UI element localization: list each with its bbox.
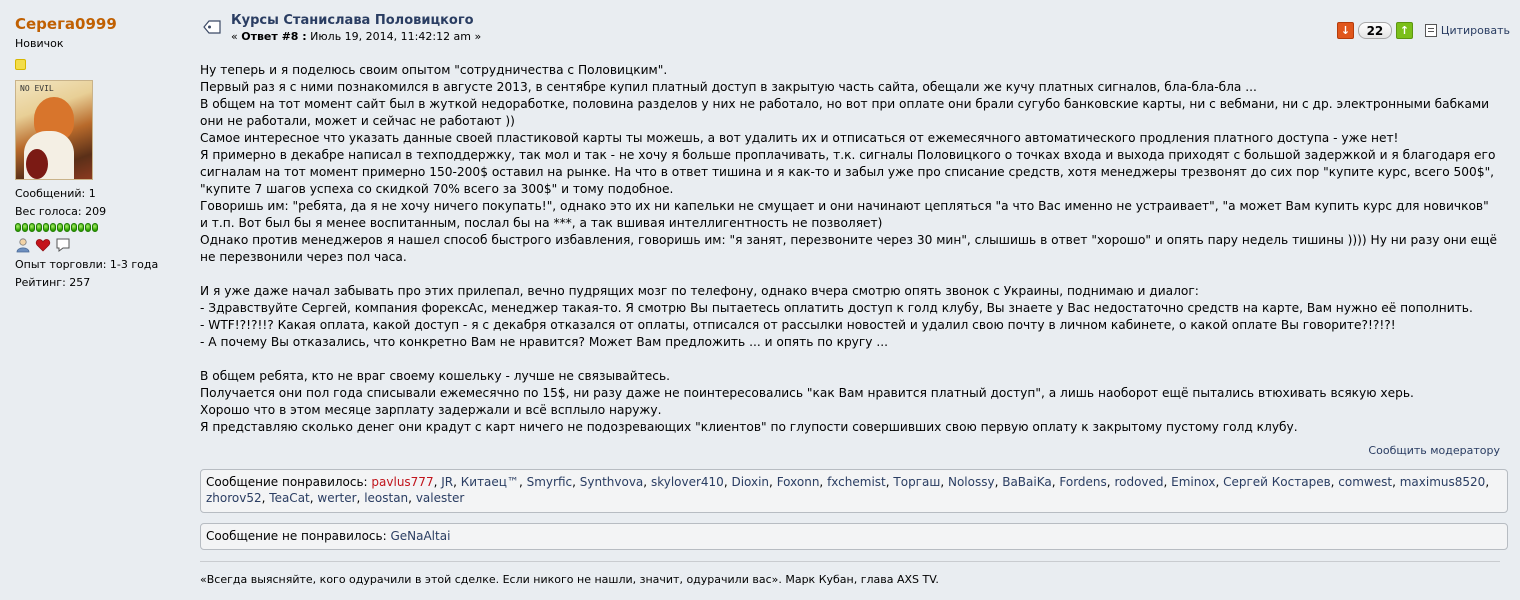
likes-label: Сообщение понравилось: <box>206 475 372 489</box>
post-paragraph: И я уже даже начал забывать про этих прилепал, вечно пудрящих мозг по телефону, однако вчера смотрю опять звонок с Украины, поднимаю и диалог: <box>200 284 1199 298</box>
poster-rank: Новичок <box>15 37 64 50</box>
karma-level-bar <box>15 223 190 232</box>
paragraph-gap <box>200 266 1500 283</box>
poster-actions <box>15 237 190 253</box>
user-separator: , <box>356 491 365 505</box>
user-link[interactable]: comwest <box>1338 475 1393 489</box>
user-separator: , <box>819 475 828 489</box>
user-separator: , <box>433 475 442 489</box>
poster-trade-experience: Опыт торговли: 1-3 года <box>15 258 159 271</box>
user-link[interactable]: valester <box>415 491 465 505</box>
user-separator: , <box>518 475 527 489</box>
user-link[interactable]: Сергей Костарев <box>1223 475 1331 489</box>
karma-dot <box>36 223 42 232</box>
dislikes-list <box>390 529 450 543</box>
post-header <box>200 12 1510 46</box>
quote-icon <box>1425 24 1437 37</box>
quote-label: Цитировать <box>1440 24 1510 37</box>
poster-post-count: Сообщений: 1 <box>15 187 96 200</box>
karma-dot <box>15 223 21 232</box>
user-separator: , <box>572 475 580 489</box>
user-link[interactable]: Dioxin <box>731 475 770 489</box>
user-link[interactable]: Synthvova <box>579 475 644 489</box>
user-separator: , <box>453 475 461 489</box>
user-separator: , <box>643 475 651 489</box>
post-paragraph: Я примерно в декабре написал в техподдержку, так мол и так - не хочу я больше проплачивать, т.к. сигналы Половицкого о точках входа и выхода приходят с большой задержкой и я благодаря его сигналам на тот момент примерно 150-200$ оставил на рынке. На что в ответ тишина и я как-то и забыл уже про списание средств, хотя менеджеры трезвонят до сих пор "купите курс, всего 500$", "купите 7 шагов успеха со скидкой 70% всего за 300$" и тому подобное. <box>200 148 1496 196</box>
karma-box <box>1337 22 1510 39</box>
karma-dot <box>43 223 49 232</box>
post-paragraph: Первый раз я с ними познакомился в августе 2013, в сентябре купил платный доступ в закрытую часть сайта, обещали же кучу платных сигналов, бла-бла-бла ... <box>200 80 1257 94</box>
post-paragraph: Хорошо что в этом месяце зарплату задержали и всё всплыло наружу. <box>200 403 662 417</box>
user-separator: , <box>309 491 318 505</box>
user-link[interactable]: fxchemist <box>827 475 886 489</box>
user-link[interactable]: leostan <box>364 491 409 505</box>
user-link[interactable]: TeaCat <box>269 491 310 505</box>
user-link[interactable]: Торгаш <box>893 475 941 489</box>
user-link[interactable]: Smyrfic <box>526 475 573 489</box>
user-link[interactable]: maximus8520 <box>1399 475 1486 489</box>
user-separator: , <box>723 475 732 489</box>
user-separator: , <box>1330 475 1339 489</box>
user-link[interactable]: Nolossy <box>947 475 995 489</box>
karma-dot <box>57 223 63 232</box>
user-link[interactable]: skylover410 <box>650 475 724 489</box>
post-paragraph: Говоришь им: "ребята, да я не хочу ничего покупать!", однако это их ни капельки не смущает и они начинают цепляться "а что Вас именно не устраивает", "а может Вам купить курс для новичков" и т.п. Вот был бы я менее воспитанным, послал бы на ***, а так вшивая интеллигентность не позволяет) <box>200 199 1489 230</box>
post-paragraph: В общем на тот момент сайт был в жуткой недоработке, половина разделов у них не работало, но вот при оплате они брали сугубо банковские карты, ни с вебмани, ни с др. электронными бабками они не работали, может и сейчас не работают )) <box>200 97 1490 128</box>
poster-name-link[interactable]: Серега0999 <box>15 15 117 33</box>
likes-box <box>200 469 1508 513</box>
karma-dot <box>71 223 77 232</box>
user-link[interactable]: Eminox <box>1171 475 1216 489</box>
signature: «Всегда выясняйте, кого одурачили в этой сделке. Если никого не нашли, значит, одурачили вас». Марк Кубан, глава AXS TV. <box>200 573 939 586</box>
poster-rating: Рейтинг: 257 <box>15 276 91 289</box>
post-paragraph: Я представляю сколько денег они крадут с карт ничего не подозревающих "клиентов" по глупости совершивших свою первую оплату к закрытому пустому голд клубу. <box>200 420 1298 434</box>
post-paragraph: - Здравствуйте Сергей, компания форексАс, менеджер такая-то. Я смотрю Вы пытаетесь оплатить доступ к голд клубу, Вы знаете у Вас недостаточно средств на карте, Вам нужно её пополнить. <box>200 301 1473 315</box>
avatar-guitar <box>26 149 48 179</box>
likes-list <box>206 475 1489 505</box>
user-separator: , <box>1392 475 1400 489</box>
user-link[interactable]: JR <box>441 475 454 489</box>
user-link[interactable]: Foxonn <box>776 475 820 489</box>
user-separator: , <box>1106 475 1115 489</box>
reply-number[interactable]: Ответ #8 : <box>241 30 307 43</box>
user-separator: , <box>1215 475 1224 489</box>
user-separator: , <box>1051 475 1060 489</box>
post-date: Июль 19, 2014, 11:42:12 am » <box>306 30 482 43</box>
vote-down-button[interactable]: ↓ <box>1337 22 1354 39</box>
karma-dot <box>92 223 98 232</box>
post-paragraph: В общем ребята, кто не враг своему кошельку - лучше не связывайтесь. <box>200 369 671 383</box>
user-separator: , <box>940 475 948 489</box>
post-paragraph: Однако против менеджеров я нашел способ быстрого избавления, говоришь им: "я занят, перезвоните через 30 мин", слышишь в ответ "хорошо" и опять пару недель тишины )))) Ну ни разу они ещё не перезвонили через пол часа. <box>200 233 1498 264</box>
user-link[interactable]: Китаец™ <box>460 475 519 489</box>
user-link[interactable]: rodoved <box>1114 475 1164 489</box>
post-meta-prefix: « <box>231 30 242 43</box>
user-separator: , <box>885 475 894 489</box>
karma-dot <box>22 223 28 232</box>
karma-dot <box>50 223 56 232</box>
poster-vote-weight: Вес голоса: 209 <box>15 205 107 218</box>
paragraph-gap <box>200 351 1500 368</box>
rank-star-icon <box>15 59 26 70</box>
report-to-moderator-link[interactable]: Сообщить модератору <box>1368 444 1500 457</box>
karma-dot <box>85 223 91 232</box>
user-link[interactable]: Fordens <box>1059 475 1107 489</box>
karma-dot <box>29 223 35 232</box>
karma-score: 22 <box>1358 22 1392 39</box>
post-xx-icon <box>203 20 221 34</box>
dislikes-label: Сообщение не понравилось: <box>206 529 391 543</box>
user-separator: , <box>1163 475 1172 489</box>
post-paragraph: Ну теперь и я поделюсь своим опытом "сотрудничества с Половицким". <box>200 63 668 77</box>
avatar <box>15 80 93 180</box>
poster-info <box>0 0 190 600</box>
post-paragraph: - А почему Вы отказались, что конкретно Вам не нравится? Может Вам предложить ... и опять по кругу ... <box>200 335 888 349</box>
dislikes-box <box>200 523 1508 550</box>
signature-divider <box>200 561 1500 562</box>
user-separator: , <box>261 491 270 505</box>
user-link[interactable]: werter <box>317 491 357 505</box>
post-paragraph: Получается они пол года списывали ежемесячно по 15$, ни разу даже не поинтересовались "как Вам нравится платный доступ", а лишь наоборот ещё пытались втюхивать всякую херь. <box>200 386 1414 400</box>
post-meta <box>231 30 481 43</box>
karma-dot <box>64 223 70 232</box>
karma-dot <box>78 223 84 232</box>
user-link[interactable]: GeNaAltai <box>390 529 451 543</box>
user-link[interactable]: pavlus777 <box>371 475 434 489</box>
vote-up-button[interactable]: ↑ <box>1396 22 1413 39</box>
heart-icon[interactable] <box>35 237 51 253</box>
post-body <box>200 62 1500 436</box>
user-separator: , <box>994 475 1003 489</box>
user-link[interactable]: zhorov52 <box>206 491 262 505</box>
post-paragraph: - WTF!?!?!!? Какая оплата, какой доступ - я с декабря отказался от оплаты, отписался от рассылки новостей и удалил свою почту в личном кабинете, о какой оплате Вы говорите?!?!?! <box>200 318 1396 332</box>
post-title-link[interactable]: Курсы Станислава Половицкого <box>231 13 474 28</box>
post-paragraph: Самое интересное что указать данные своей пластиковой карты ты можешь, а вот удалить их и отписаться от ежемесячного автоматического продления платного доступа - уже нет! <box>200 131 1399 145</box>
user-separator: , <box>1485 475 1490 489</box>
user-separator: , <box>408 491 416 505</box>
post <box>200 0 1510 600</box>
user-separator: , <box>769 475 777 489</box>
profile-icon[interactable] <box>15 237 31 253</box>
avatar-caption: NO EVIL <box>20 84 54 93</box>
quote-button[interactable] <box>1425 24 1510 37</box>
user-link[interactable]: BaBaiKa <box>1002 475 1052 489</box>
message-icon[interactable] <box>55 237 71 253</box>
